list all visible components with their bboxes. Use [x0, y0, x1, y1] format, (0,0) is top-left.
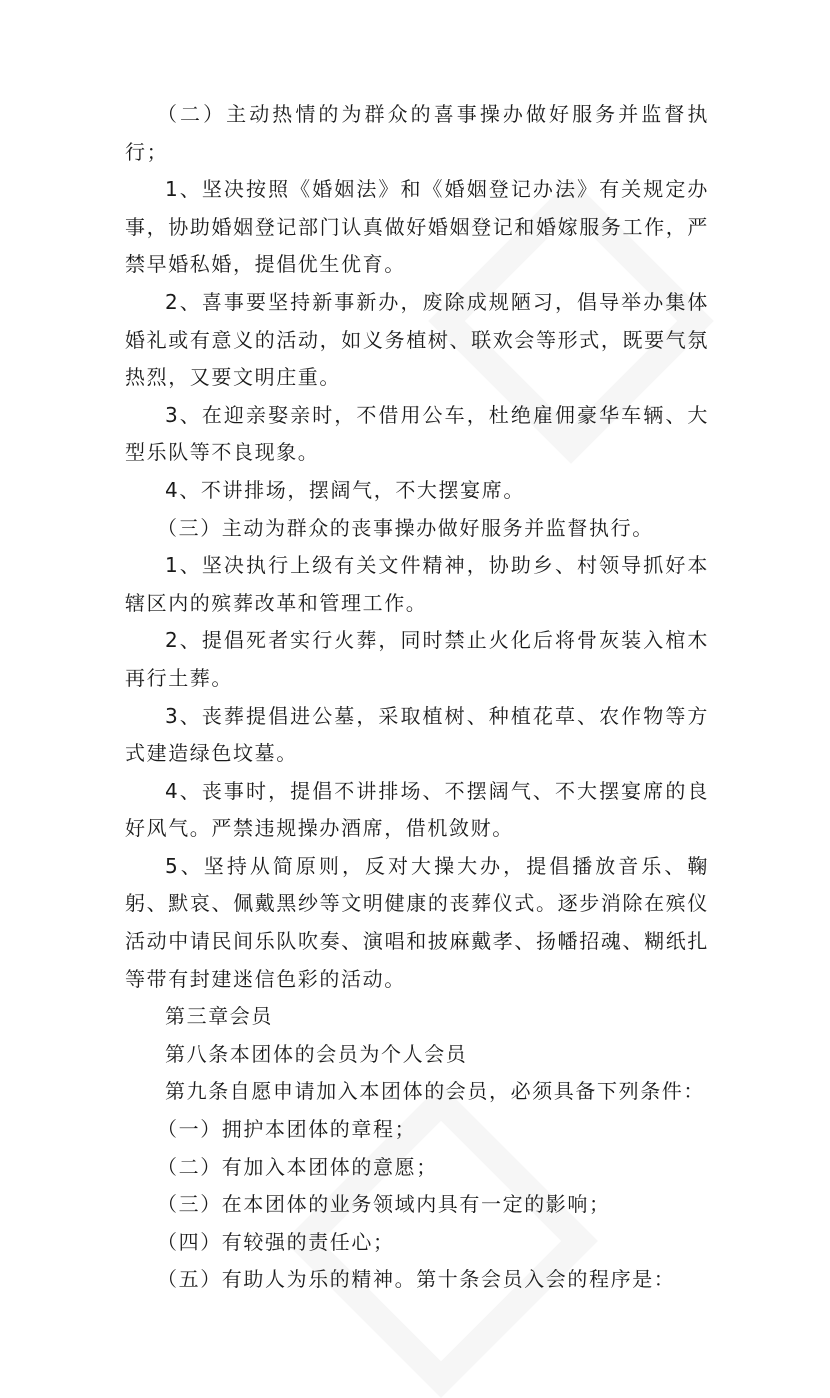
section-heading-funerals: （三）主动为群众的丧事操办做好服务并监督执行。: [157, 515, 654, 540]
list-item: （三）在本团体的业务领域内具有一定的影响；: [157, 1192, 611, 1217]
document-body: [125, 96, 709, 1299]
article: 第八条本团体的会员为个人会员: [165, 1041, 468, 1066]
chapter-heading: 第三章会员: [165, 1004, 273, 1029]
list-item: （一）拥护本团体的章程；: [157, 1117, 417, 1142]
paragraph: 3、丧葬提倡进公墓，采取植树、种植花草、农作物等方式建造绿色坟墓。: [125, 703, 709, 766]
paragraph: 4、不讲排场，摆阔气，不大摆宴席。: [165, 477, 525, 502]
paragraph: 5、坚持从简原则，反对大操大办，提倡播放音乐、鞠躬、默哀、佩戴黑纱等文明健康的丧葬仪式。逐步消除在殡仪活动中请民间乐队吹奏、演唱和披麻戴孝、扬幡招魂、糊纸扎等带有封建迷信色彩的活动。: [125, 853, 709, 991]
article: 第九条自愿申请加入本团体的会员，必须具备下列条件：: [165, 1079, 705, 1104]
paragraph: 3、在迎亲娶亲时，不借用公车，杜绝雇佣豪华车辆、大型乐队等不良现象。: [125, 402, 709, 465]
paragraph: 4、丧事时，提倡不讲排场、不摆阔气、不大摆宴席的良好风气。严禁违规操办酒席，借机敛财。: [125, 778, 709, 841]
section-heading-weddings: （二）主动热情的为群众的喜事操办做好服务并监督执行；: [125, 102, 709, 164]
paragraph: 2、提倡死者实行火葬，同时禁止火化后将骨灰装入棺木再行土葬。: [125, 628, 709, 690]
paragraph: 1、坚决执行上级有关文件精神，协助乡、村领导抓好本辖区内的殡葬改革和管理工作。: [125, 553, 709, 615]
list-item: （二）有加入本团体的意愿；: [157, 1154, 438, 1179]
list-item: （四）有较强的责任心；: [157, 1229, 395, 1254]
paragraph: 2、喜事要坚持新事新办，废除成规陋习，倡导举办集体婚礼或有意义的活动，如义务植树、联欢会等形式，既要气氛热烈，又要文明庄重。: [125, 289, 709, 390]
paragraph: 1、坚决按照《婚姻法》和《婚姻登记办法》有关规定办事，协助婚姻登记部门认真做好婚姻登记和婚嫁服务工作，严禁早婚私婚，提倡优生优育。: [125, 177, 709, 277]
list-item: （五）有助人为乐的精神。第十条会员入会的程序是：: [157, 1267, 676, 1292]
